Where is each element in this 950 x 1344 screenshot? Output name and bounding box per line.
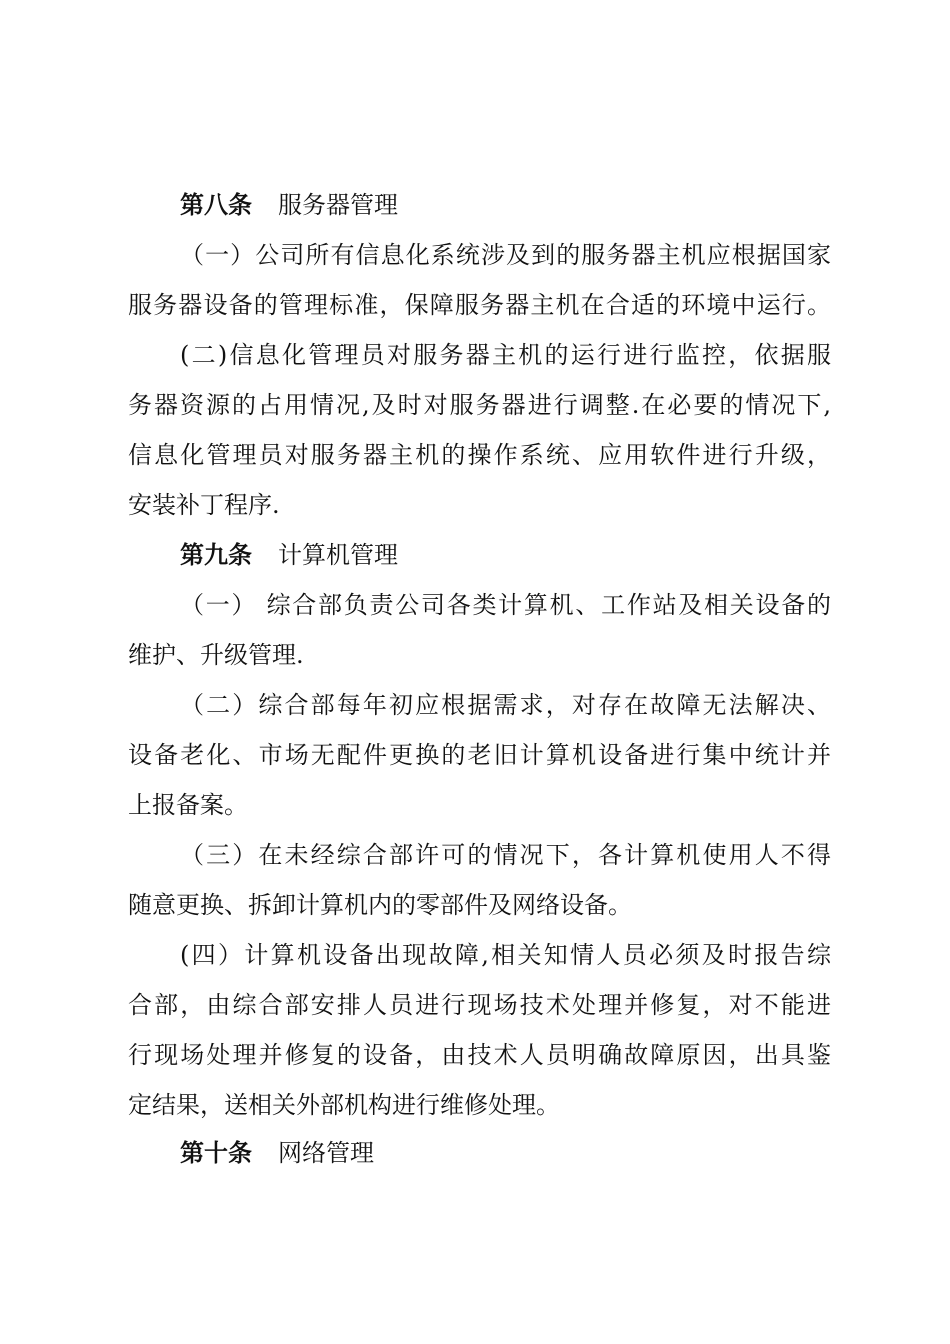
article-heading bbox=[180, 540, 398, 570]
paragraph-line: (四）计算机设备出现故障,相关知情人员必须及时报告综 bbox=[180, 941, 831, 969]
paragraph-line: 行现场处理并修复的设备，由技术人员明确故障原因，出具鉴 bbox=[128, 1041, 831, 1069]
paragraph-line: 随意更换、拆卸计算机内的零部件及网络设备。 bbox=[128, 891, 632, 919]
paragraph-line: 安装补丁程序. bbox=[128, 491, 280, 519]
paragraph-line: 维护、升级管理. bbox=[128, 641, 304, 669]
paragraph-line: 上报备案。 bbox=[128, 791, 248, 819]
article-number: 第九条 bbox=[180, 541, 252, 569]
article-title: 服务器管理 bbox=[278, 191, 398, 219]
article-title: 计算机管理 bbox=[278, 541, 398, 569]
paragraph-line: （一） 综合部负责公司各类计算机、工作站及相关设备的 bbox=[180, 591, 831, 619]
paragraph-line: 合部，由综合部安排人员进行现场技术处理并修复，对不能进 bbox=[128, 991, 831, 1019]
paragraph-line: 务器资源的占用情况,及时对服务器进行调整.在必要的情况下, bbox=[128, 391, 831, 419]
paragraph-line: 设备老化、市场无配件更换的老旧计算机设备进行集中统计并 bbox=[128, 741, 831, 769]
paragraph-line: (二)信息化管理员对服务器主机的运行进行监控，依据服 bbox=[180, 341, 831, 369]
paragraph-line: （三）在未经综合部许可的情况下，各计算机使用人不得 bbox=[180, 841, 831, 869]
article-heading bbox=[180, 1138, 374, 1168]
paragraph-line: 信息化管理员对服务器主机的操作系统、应用软件进行升级， bbox=[128, 441, 831, 469]
article-number: 第八条 bbox=[180, 191, 252, 219]
article-heading bbox=[180, 190, 398, 220]
paragraph-line: 服务器设备的管理标准，保障服务器主机在合适的环境中运行。 bbox=[128, 291, 831, 319]
paragraph-line: 定结果，送相关外部机构进行维修处理。 bbox=[128, 1091, 560, 1119]
paragraph-line: （一）公司所有信息化系统涉及到的服务器主机应根据国家 bbox=[180, 241, 831, 269]
paragraph-line: （二）综合部每年初应根据需求，对存在故障无法解决、 bbox=[180, 691, 831, 719]
article-number: 第十条 bbox=[180, 1139, 252, 1167]
article-title: 网络管理 bbox=[278, 1139, 374, 1167]
